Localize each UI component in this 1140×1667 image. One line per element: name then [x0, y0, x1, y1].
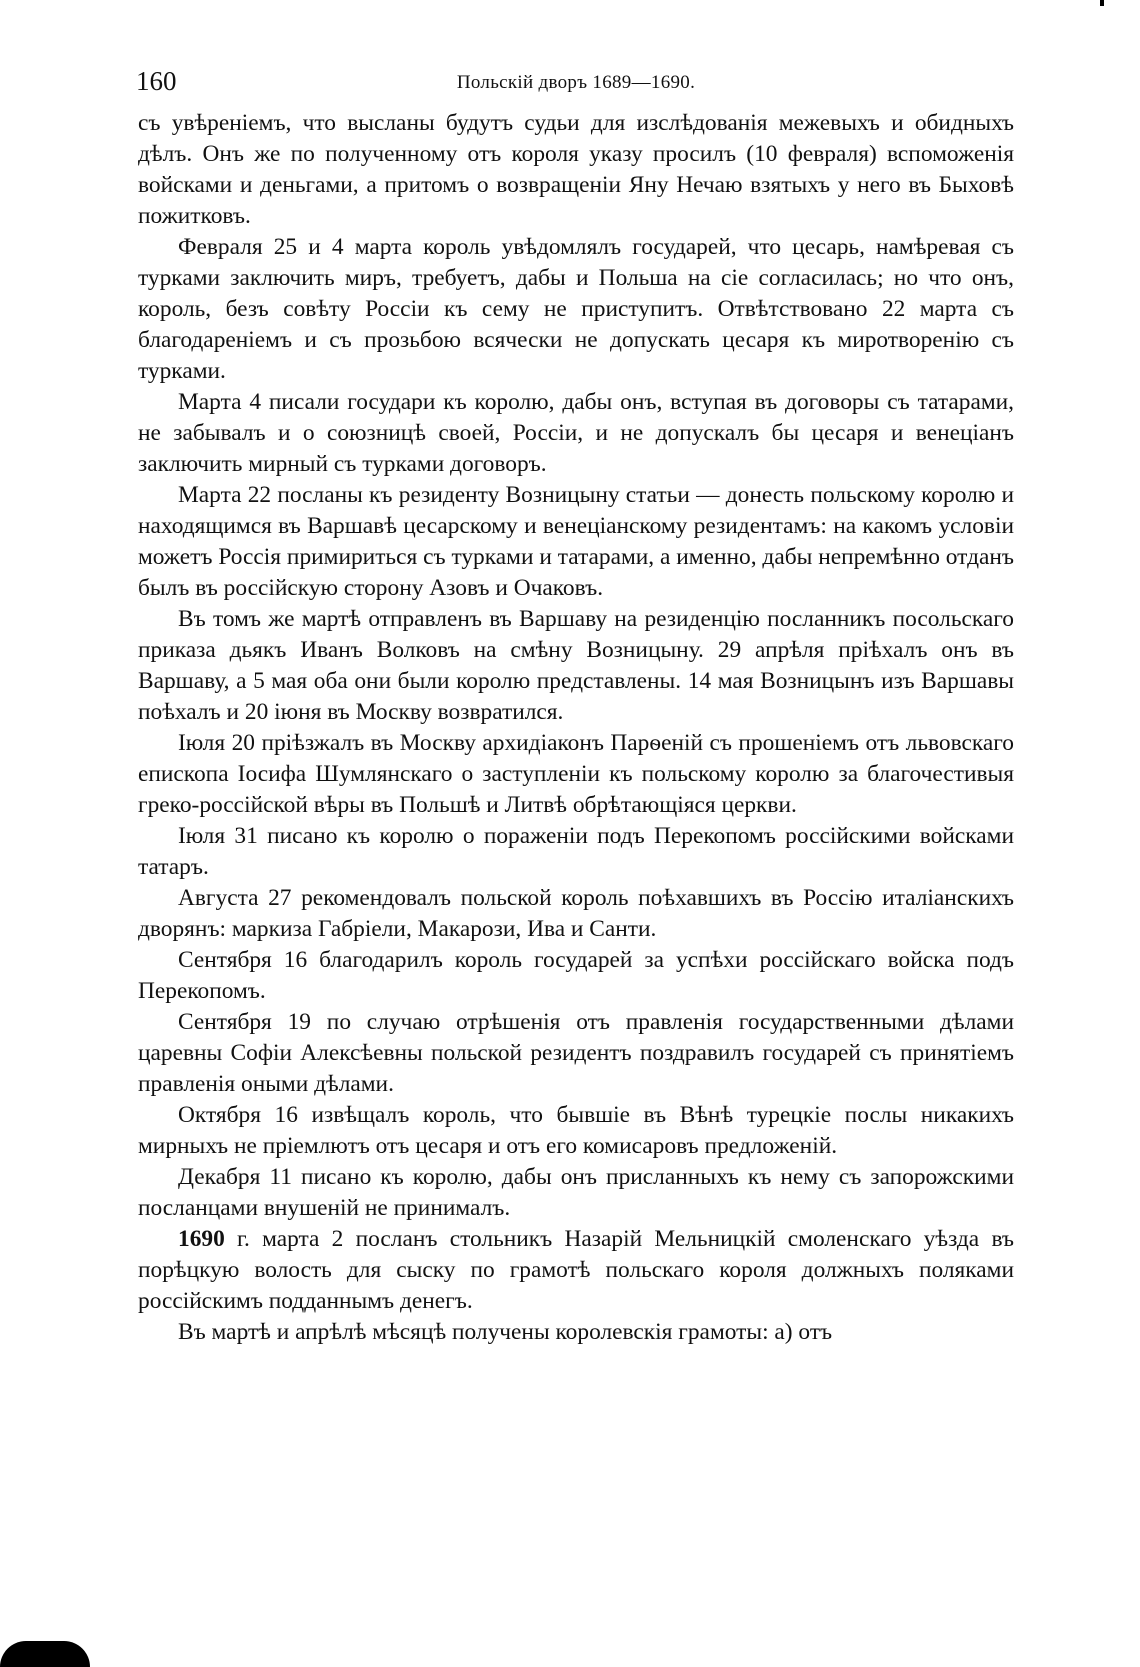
scan-edge-mark: [1100, 0, 1104, 6]
paragraph-aug-27: Августа 27 рекомендовалъ польской король поѣхавшихъ въ Россію италіанскихъ дворянъ: маркиза Габріели, Макарози, Ива и Санти.: [138, 885, 1014, 942]
paragraph-dec-11: Декабря 11 писано къ королю, дабы онъ присланныхъ къ нему съ запорожскими посланцами внушеній не принималъ.: [138, 1164, 1014, 1221]
paragraph-march-volkov: Въ томъ же мартѣ отправленъ въ Варшаву на резиденцію посланникъ посольскаго приказа дьякъ Иванъ Волковъ на смѣну Возницыну. 29 апрѣля пріѣхалъ онъ въ Варшаву, а 5 мая оба они были королю представлены. 14 мая Возницынъ изъ Варшавы поѣхалъ и 20 іюня въ Москву возвратился.: [138, 606, 1014, 725]
paragraph-mar-22: Марта 22 посланы къ резиденту Возницыну статьи — донесть польскому королю и находящимся въ Варшавѣ цесарскому и венеціанскому резидентамъ: на какомъ условіи можетъ Россія примириться съ турками и татарами, а именно, дабы непремѣнно отданъ былъ въ россійскую сторону Азовъ и Очаковъ.: [138, 482, 1014, 601]
running-title: Польскій дворъ 1689—1690.: [456, 72, 696, 93]
paragraph-1690-mar-2: [138, 1224, 1014, 1317]
body-text: [138, 108, 1014, 1348]
year-heading: 1690: [178, 1226, 225, 1252]
paragraph-sep-16: Сентября 16 благодарилъ король государей за успѣхи россійскаго войска подъ Перекопомъ.: [138, 947, 1014, 1004]
paragraph-jul-20: Іюля 20 пріѣзжалъ въ Москву архидіаконъ Парѳеній съ прошеніемъ отъ львовскаго епископа Іосифа Шумлянскаго о заступленіи къ польскому королю за благочестивыя греко-россійской вѣры въ Польшѣ и Литвѣ обрѣтающіяся церкви.: [138, 730, 1014, 818]
paragraph-sep-19: Сентября 19 по случаю отрѣшенія отъ правленія государственными дѣлами царевны Софіи Алексѣевны польской резидентъ поздравилъ государей съ принятіемъ правленія оными дѣлами.: [138, 1009, 1014, 1097]
running-head: [136, 62, 1016, 102]
paragraph-continuation: съ увѣреніемъ, что высланы будутъ судьи для изслѣдованія межевыхъ и обидныхъ дѣлъ. Онъ же по полученному отъ короля указу просилъ (10 февраля) вспоможенія войсками и деньгами, а притомъ о возвращеніи Яну Нечаю взятыхъ у него въ Быховѣ пожитковъ.: [138, 110, 1014, 229]
scan-smudge: [0, 1641, 90, 1667]
paragraph-feb-25: Февраля 25 и 4 марта король увѣдомлялъ государей, что цесарь, намѣревая съ турками заключить миръ, требуетъ, дабы и Польша на сіе согласилась; но что онъ, король, безъ совѣту Россіи къ сему не приступитъ. Отвѣтствовано 22 марта съ благодареніемъ и съ прозьбою всячески не допускать цесаря къ миротворенію съ турками.: [138, 234, 1014, 384]
paragraph-mar-4: Марта 4 писали государи къ королю, дабы онъ, вступая въ договоры съ татарами, не забывалъ и о союзницѣ своей, Россіи, и не допускалъ бы цесаря и венеціанъ заключить мирный съ турками договоръ.: [138, 389, 1014, 477]
paragraph-march-april: Въ мартѣ и апрѣлѣ мѣсяцѣ получены королевскія грамоты: а) отъ: [178, 1319, 833, 1345]
paragraph-oct-16: Октября 16 извѣщалъ король, что бывшіе въ Вѣнѣ турецкіе послы никакихъ мирныхъ не пріемлютъ отъ цесаря и отъ его комисаровъ предложеній.: [138, 1102, 1014, 1159]
paragraph-1690-text: г. марта 2 посланъ стольникъ Назарій Мельницкій смоленскаго уѣзда въ порѣцкую волость для сыску по грамотѣ польскаго короля должныхъ поляками россійскимъ подданнымъ денегъ.: [138, 1226, 1014, 1314]
page-number: 160: [136, 66, 177, 96]
paragraph-jul-31: Іюля 31 писано къ королю о пораженіи подъ Перекопомъ россійскими войсками татаръ.: [138, 823, 1014, 880]
